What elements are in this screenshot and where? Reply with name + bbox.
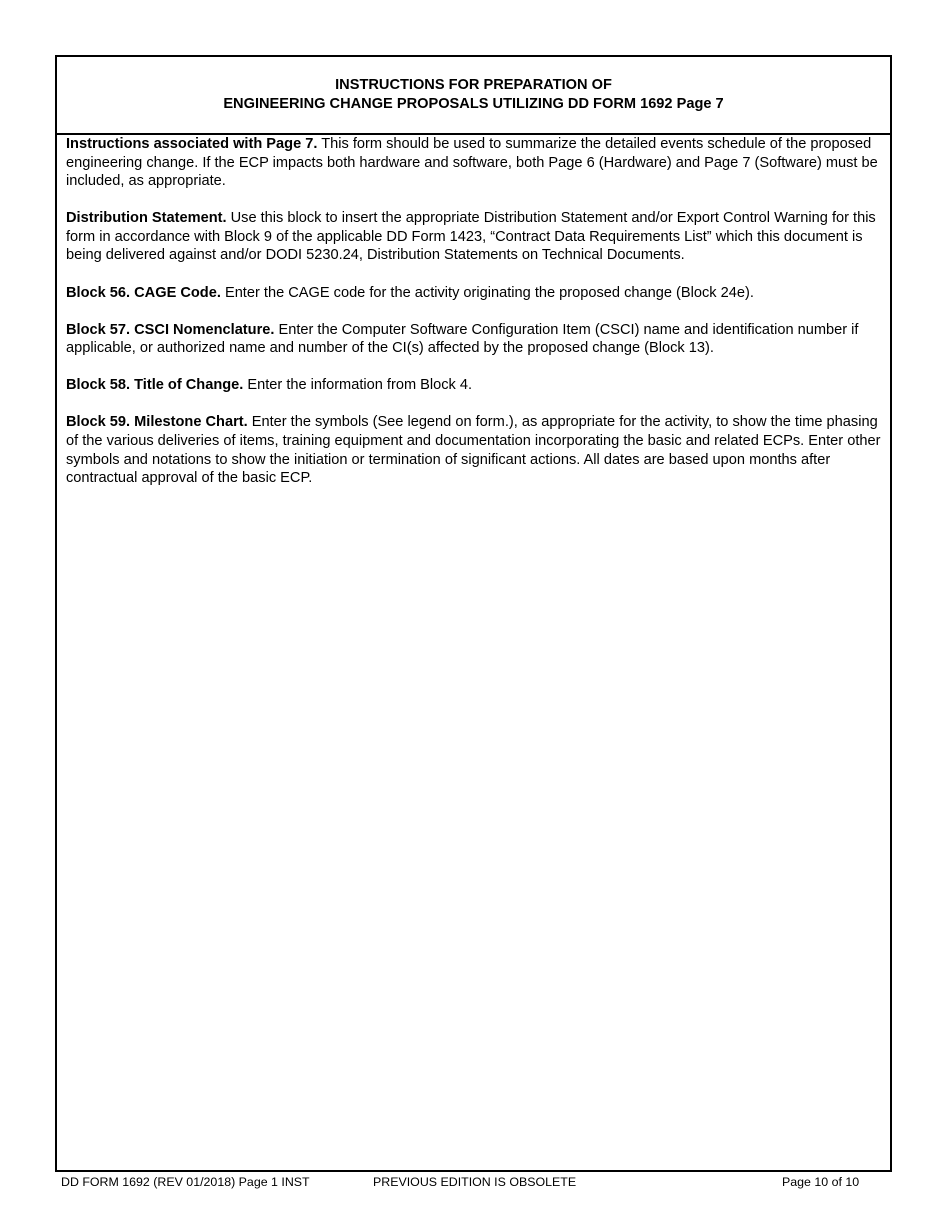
- section-page7-instructions: [66, 135, 881, 191]
- instructions-content: [57, 135, 890, 488]
- section-distribution-statement: [66, 209, 881, 265]
- form-header: [57, 57, 890, 135]
- edition-notice: PREVIOUS EDITION IS OBSOLETE: [373, 1175, 577, 1189]
- section-block-56: [66, 284, 881, 303]
- section-heading: Block 57. CSCI Nomenclature.: [66, 321, 275, 338]
- section-body: This form should be used to summarize the detailed events schedule of the proposed engineering change. If the ECP impacts both hardware and software, both Page 6 (Hardware) and Page 7 (Software) must be included, as appropriate.: [66, 136, 878, 190]
- section-body: Use this block to insert the appropriate Distribution Statement and/or Export Control Warning for this form in accordance with Block 9 of the applicable DD Form 1423, “Contract Data Requirements List” which this document is being delivered against and/or DODI 5230.24, Distribution Statements on Technical Documents.: [66, 210, 876, 264]
- section-body: Enter the CAGE code for the activity originating the proposed change (Block 24e).: [220, 284, 754, 301]
- section-heading: Instructions associated with Page 7.: [66, 136, 318, 152]
- section-heading: Distribution Statement.: [66, 210, 227, 227]
- header-title-line-2: ENGINEERING CHANGE PROPOSALS UTILIZING DD FORM 1692 Page 7: [223, 96, 724, 112]
- form-identifier: DD FORM 1692 (REV 01/2018) Page 1 INST: [61, 1175, 310, 1189]
- page-footer: [0, 1174, 950, 1194]
- section-heading: Block 56. CAGE Code.: [66, 284, 221, 301]
- section-body: Enter the information from Block 4.: [243, 377, 473, 394]
- section-body: Enter the Computer Software Configuration Item (CSCI) name and identification number if applicable, or authorized name and number of the CI(s) affected by the proposed change (Block 13).: [66, 321, 859, 357]
- form-frame: [55, 55, 892, 1172]
- section-block-57: [66, 321, 881, 358]
- section-body: Enter the symbols (See legend on form.), as appropriate for the activity, to show the time phasing of the various deliveries of items, training equipment and documentation incorporating the basic and related ECPs. Enter other symbols and notations to show the initiation or termination of significant actions. All dates are based upon months after contractual approval of the basic ECP.: [66, 414, 881, 487]
- header-title-line-1: INSTRUCTIONS FOR PREPARATION OF: [335, 77, 612, 93]
- section-block-58: [66, 376, 881, 395]
- section-heading: Block 58. Title of Change.: [66, 377, 244, 394]
- page-number: Page 10 of 10: [782, 1175, 860, 1189]
- section-block-59: [66, 413, 881, 487]
- section-heading: Block 59. Milestone Chart.: [66, 414, 248, 431]
